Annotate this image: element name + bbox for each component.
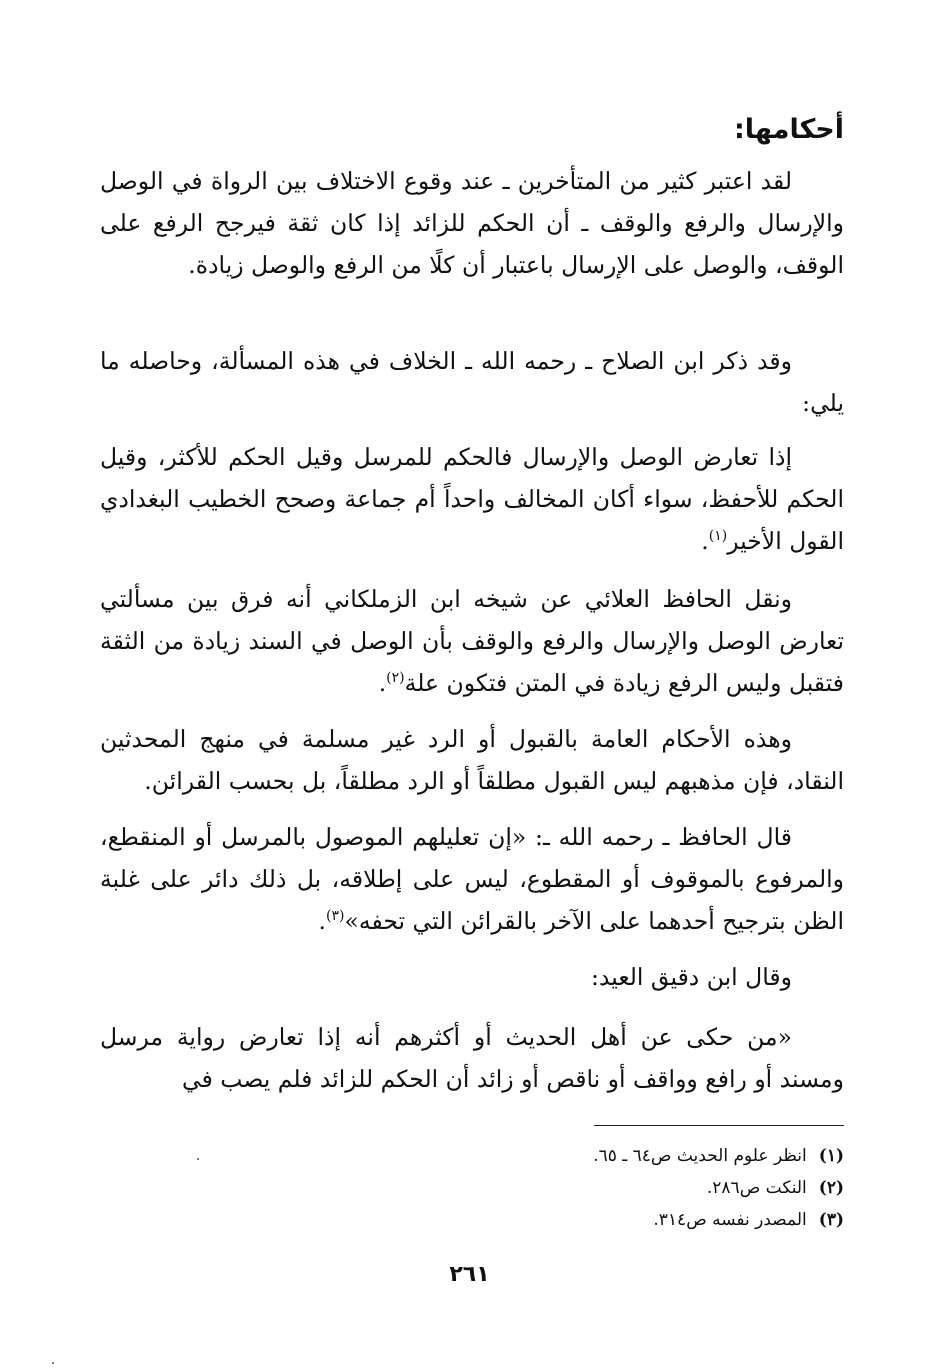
footnote-ref-1: (١): [708, 528, 728, 545]
footnote-text: النكت ص٢٨٦.: [706, 1178, 807, 1198]
paragraph-8: [100, 1016, 844, 1100]
footnote-item: [100, 1140, 844, 1172]
paragraph-text: إذا تعارض الوصل والإرسال فالحكم للمرسل وقيل الحكم للأكثر، وقيل الحكم للأحفظ، سواء أكان المخالف واحداً أم جماعة وصحح الخطيب البغدادي القول الأخير: [100, 443, 844, 555]
scan-speck: [52, 1362, 54, 1364]
paragraph-4: [100, 578, 844, 704]
paragraph-3: [100, 436, 844, 562]
paragraph-text: قال الحافظ ـ رحمه الله ـ: «إن تعليلهم الموصول بالمرسل أو المنقطع، والمرفوع بالموقوف أو المقطوع، ليس على إطلاقه، بل ذلك دائر على غلبة الظن بترجيح أحدهما على الآخر بالقرائن التي تحفه»: [100, 823, 844, 935]
footnote-ref-2: (٢): [386, 670, 405, 687]
footnotes-list: [100, 1140, 844, 1236]
paragraph-end: .: [701, 527, 709, 555]
footnote-divider: [594, 1125, 844, 1126]
footnote-item: [100, 1204, 844, 1236]
footnote-text: المصدر نفسه ص٣١٤.: [653, 1210, 807, 1230]
paragraph-text: وقال ابن دقيق العيد:: [591, 963, 792, 991]
footnote-number: (١): [818, 1146, 844, 1166]
footnote-number: (٣): [818, 1210, 844, 1230]
footnote-text: انظر علوم الحديث ص٦٤ ـ ٦٥.: [593, 1146, 807, 1166]
footnote-number: (٢): [818, 1178, 844, 1198]
page-number: ٢٦١: [449, 1262, 490, 1287]
paragraph-text: وهذه الأحكام العامة بالقبول أو الرد غير مسلمة في منهج المحدثين النقاد، فإن مذهبهم ليس القبول مطلقاً أو الرد مطلقاً، بل بحسب القرائن.: [100, 725, 844, 795]
paragraph-end: .: [318, 907, 327, 935]
paragraph-2: [100, 340, 844, 424]
paragraph-text: لقد اعتبر كثير من المتأخرين ـ عند وقوع الاختلاف بين الرواة في الوصل والإرسال والرفع والوقف ـ أن الحكم للزائد إذا كان ثقة فيرجح الرفع على الوقف، والوصل على الإرسال باعتبار أن كلًا من الرفع والوصل زيادة.: [100, 167, 844, 279]
footnote-item: [100, 1172, 844, 1204]
paragraph-5: [100, 718, 844, 802]
paragraph-7: [100, 956, 844, 998]
paragraph-end: .: [378, 669, 387, 697]
paragraph-text: ونقل الحافظ العلائي عن شيخه ابن الزملكاني أنه فرق بين مسألتي تعارض الوصل والإرسال والرفع والوقف بأن الوصل في السند زيادة من الثقة فتقبل وليس الرفع زيادة في المتن فتكون علة: [100, 585, 844, 697]
paragraph-text: «من حكى عن أهل الحديث أو أكثرهم أنه إذا تعارض رواية مرسل ومسند أو رافع وواقف أو ناقص أو زائد أن الحكم للزائد فلم يصب في: [100, 1023, 844, 1093]
paragraph-text: وقد ذكر ابن الصلاح ـ رحمه الله ـ الخلاف في هذه المسألة، وحاصله ما يلي:: [100, 347, 844, 417]
footnote-ref-3: (٣): [326, 908, 345, 925]
section-heading: أحكامها:: [733, 114, 844, 145]
paragraph-6: [100, 816, 844, 942]
paragraph-1: [100, 160, 844, 286]
scan-speck: [197, 1158, 199, 1160]
